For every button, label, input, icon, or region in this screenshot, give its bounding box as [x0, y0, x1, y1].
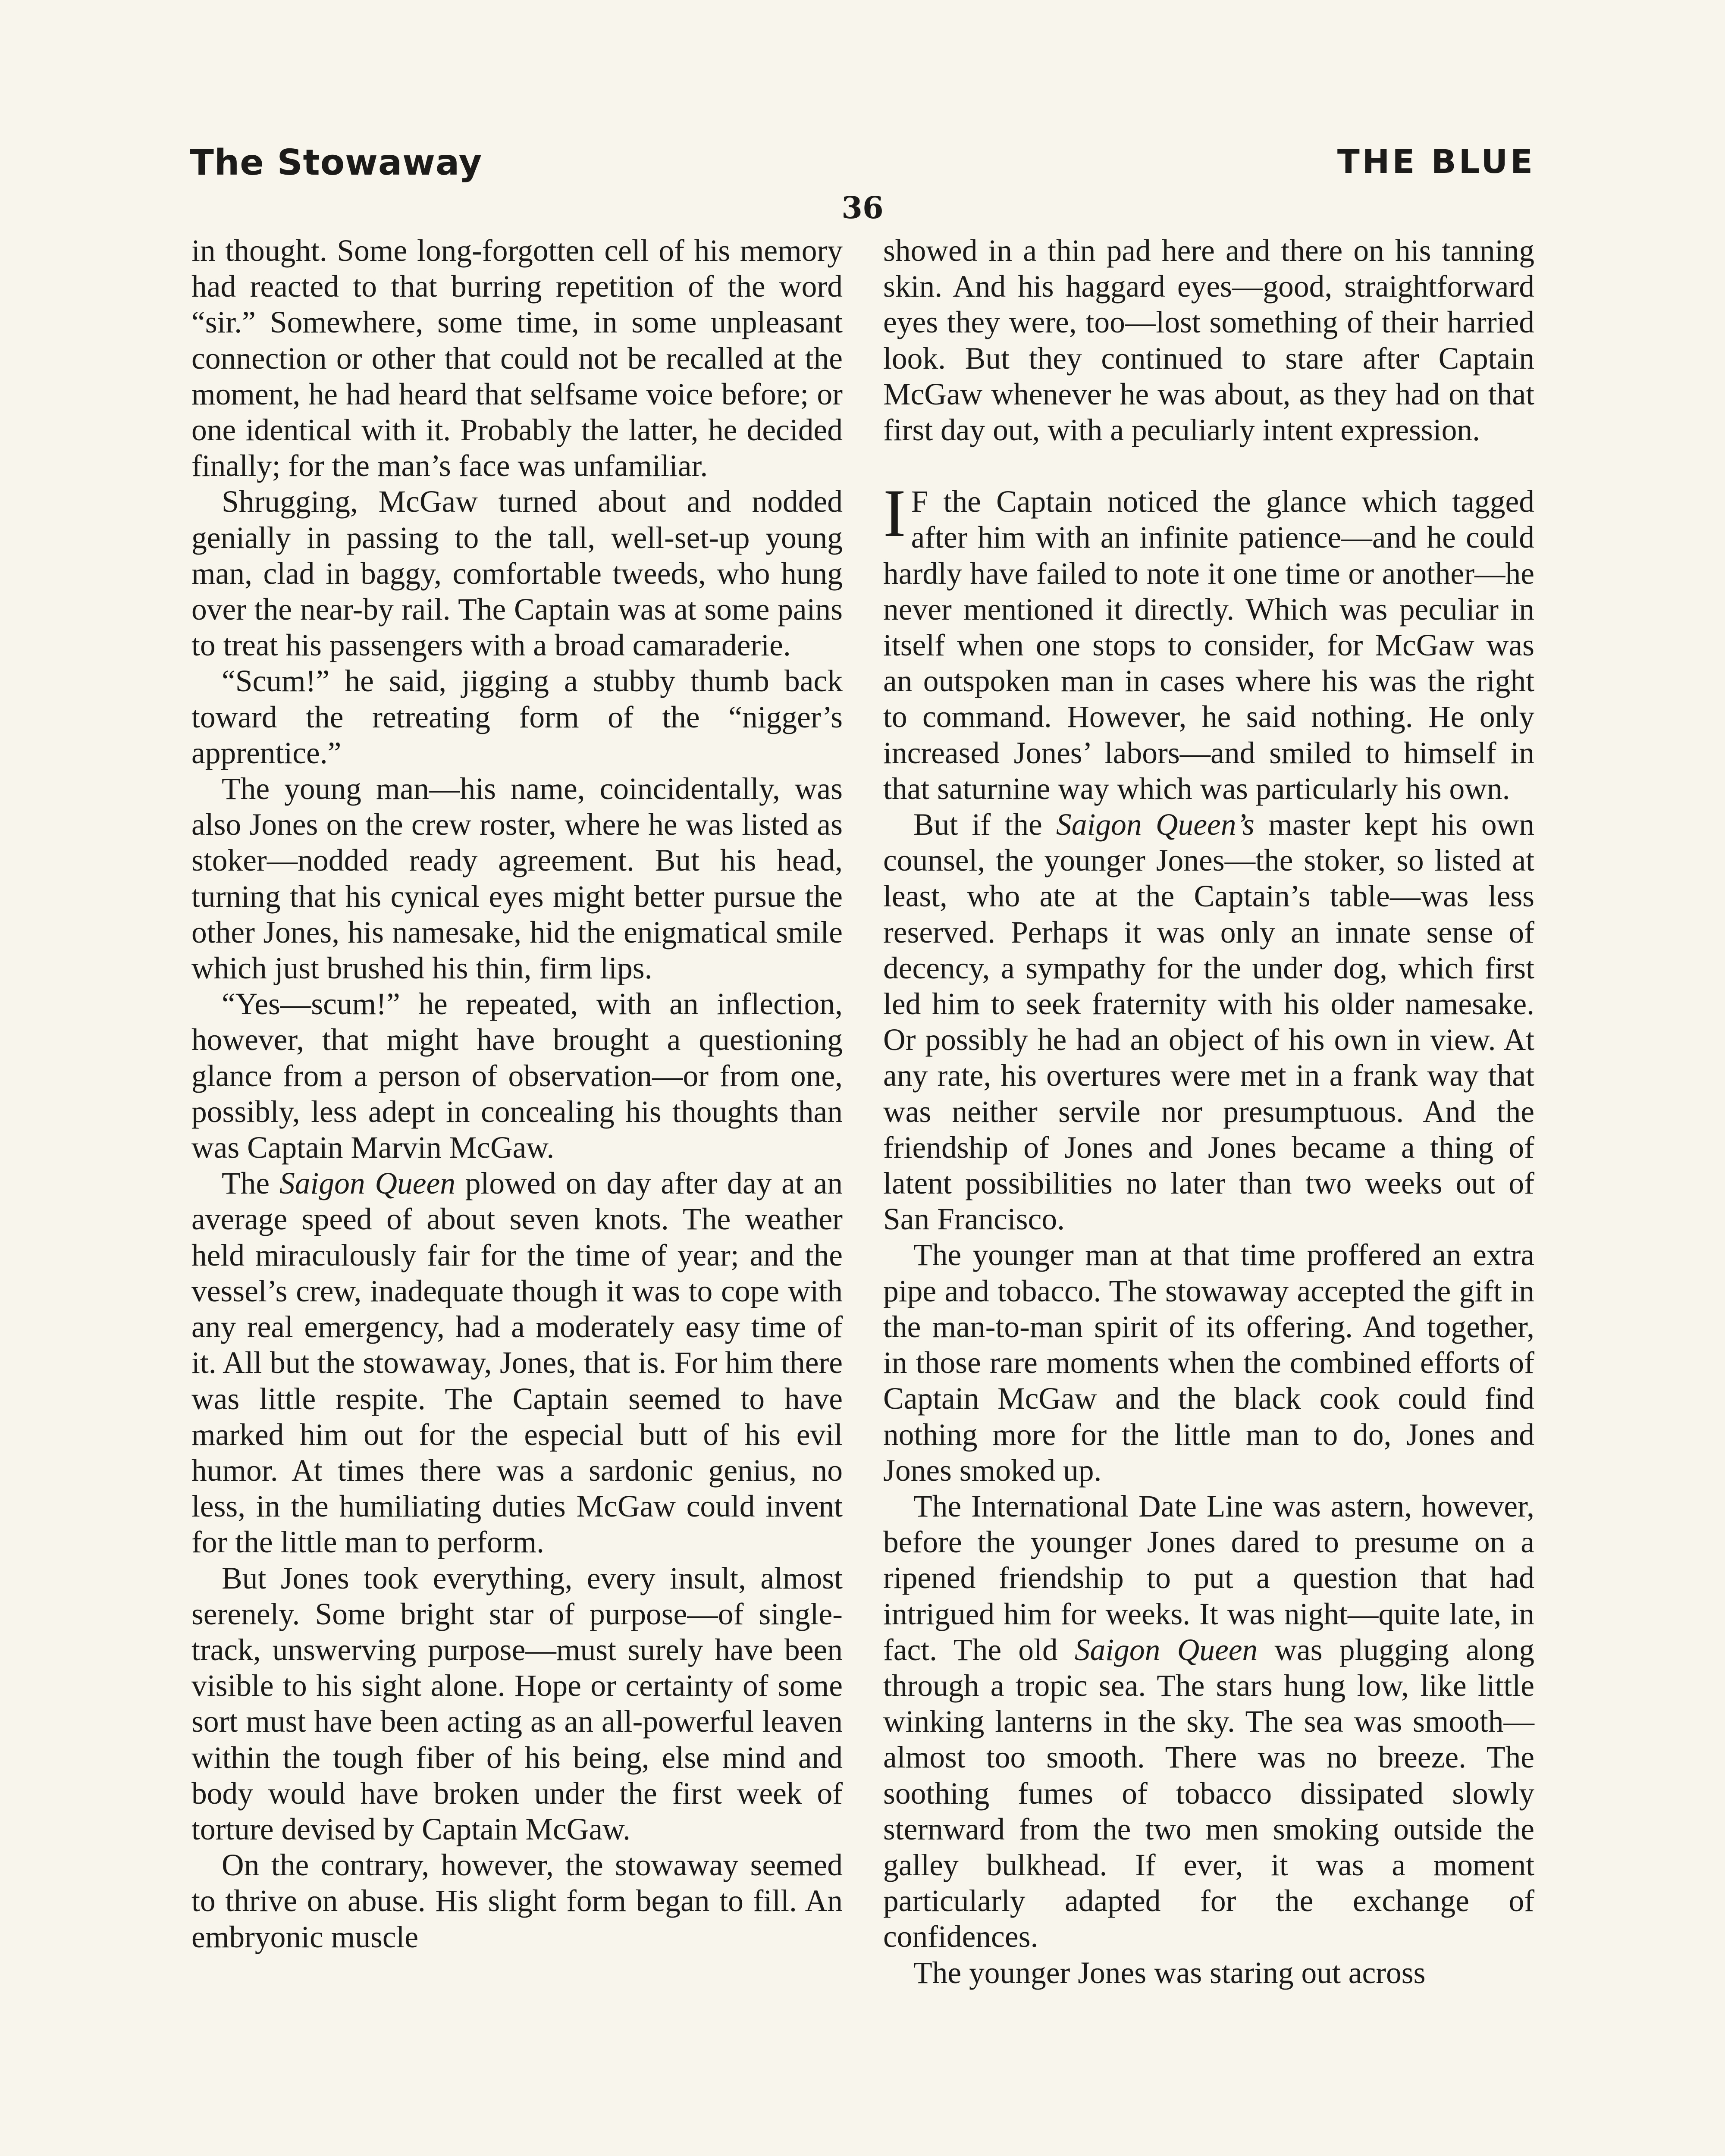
left-column: [191, 233, 843, 1955]
paragraph: The younger man at that time proffered an extra pipe and tobacco. The stowaway accepted the gift in the man-to-man spirit of its offering. And together, in those rare moments when the combined efforts of Captain McGaw and the black cook could find nothing more for the little man to do, Jones and Jones smoked up.: [883, 1238, 1534, 1488]
section-start-paragraph: [883, 476, 1534, 807]
paragraph: Shrugging, McGaw turned about and nodded genially in passing to the tall, well-set-up young man, clad in baggy, comfortable tweeds, who hung over the near-by rail. The Captain was at some pains to treat his passengers with a broad camaraderie.: [191, 485, 843, 663]
paragraph: On the contrary, however, the stowaway seemed to thrive on abuse. His slight form began to fill. An embryonic muscle: [191, 1848, 843, 1954]
paragraph: “Yes—scum!” he repeated, with an inflection, however, that might have brought a questioning glance from a person of observation—or from one, possibly, less adept in concealing his thoughts than was Captain Marvin McGaw.: [191, 987, 843, 1165]
right-column: [883, 233, 1534, 1991]
paragraph: The younger Jones was staring out across: [913, 1955, 1426, 1990]
ship-name: Saigon Queen’s: [1056, 808, 1255, 842]
text-run: The: [222, 1166, 279, 1201]
paragraph: The young man—his name, coincidentally, was also Jones on the crew roster, where he was listed as stoker—nodded ready agreement. But his head, turning that his cynical eyes might better pursue the other Jones, his namesake, hid the enigmatical smile which just brushed his thin, firm lips.: [191, 772, 843, 986]
text-run: master kept his own counsel, the younger Jones—the stoker, so listed at least, who ate at the Captain’s table—was less reserved. Perhaps it was only an innate sense of decency, a sympathy for the under dog, which first led him to seek fraternity with his older namesake. Or possibly he had an object of his own in view. At any rate, his overtures were met in a frank way that was neither servile nor presumptuous. And the friendship of Jones and Jones became a thing of latent possibilities no later than two weeks out of San Francisco.: [883, 808, 1534, 1237]
text-run: was plugging along through a tropic sea. The stars hung low, like little winking lanterns in the sky. The sea was smooth—almost too smooth. There was no breeze. The soothing fumes of tobacco dissipated slowly sternward from the two men smoking outside the galley bulkhead. If ever, it was a moment particularly adapted for the exchange of confidences.: [883, 1633, 1534, 1954]
text-run: The International Date Line was astern, however, before the younger Jones dared to presume on a ripened friendship to put a question that had intrigued him for weeks. It was night—quite late, in fact. The old: [883, 1489, 1534, 1667]
paragraph: in thought. Some long-forgotten cell of his memory had reacted to that burring repetition of the word “sir.” Somewhere, some time, in some unpleasant connection or other that could not be recalled at the moment, he had heard that selfsame voice before; or one identical with it. Probably the latter, he decided finally; for the man’s face was unfamiliar.: [191, 234, 843, 483]
paragraph: showed in a thin pad here and there on his tanning skin. And his haggard eyes—good, straightforward eyes they were, too—lost something of their harried look. But they continued to stare after Captain McGaw whenever he was about, as they had on that first day out, with a peculiarly intent expression.: [883, 234, 1534, 448]
story-title: The Stowaway: [190, 142, 483, 183]
paragraph: “Scum!” he said, jigging a stubby thumb back toward the retreating form of the “nigger’s apprentice.”: [191, 664, 843, 770]
text-run: F the Captain noticed the glance which tagged after him with an infinite patience—and he could hardly have failed to note it one time or another—he never mentioned it directly. Which was peculiar in itself when one stops to consider, for McGaw was an outspoken man in cases where his was the right to command. However, he said nothing. He only increased Jones’ labors—and smiled to himself in that saturnine way which was particularly his own.: [883, 485, 1534, 806]
text-run: plowed on day after day at an average speed of about seven knots. The weather held miraculously fair for the time of year; and the vessel’s crew, inadequate though it was to cope with any real emergency, had a moderately easy time of it. All but the stowaway, Jones, that is. For him there was little respite. The Captain seemed to have marked him out for the especial butt of his evil humor. At times there was a sardonic genius, no less, in the humiliating duties McGaw could invent for the little man to perform.: [191, 1166, 843, 1560]
paragraph: [191, 1166, 843, 1560]
drop-cap: I: [883, 476, 906, 552]
paragraph: [883, 1489, 1534, 1955]
magazine-title: THE BLUE: [1337, 142, 1535, 181]
paragraph: But Jones took everything, every insult, almost serenely. Some bright star of purpose—of single-track, unswerving purpose—must surely have been visible to his sight alone. Hope or certainty of some sort must have been acting as an all-powerful leaven within the tough fiber of his being, else mind and body would have broken under the first week of torture devised by Captain McGaw.: [191, 1561, 843, 1846]
paragraph: [883, 807, 1534, 1237]
ship-name: Saigon Queen: [279, 1166, 455, 1201]
text-run: But if the: [913, 808, 1056, 842]
page-number: 36: [841, 190, 884, 226]
ship-name: Saigon Queen: [1074, 1633, 1258, 1667]
